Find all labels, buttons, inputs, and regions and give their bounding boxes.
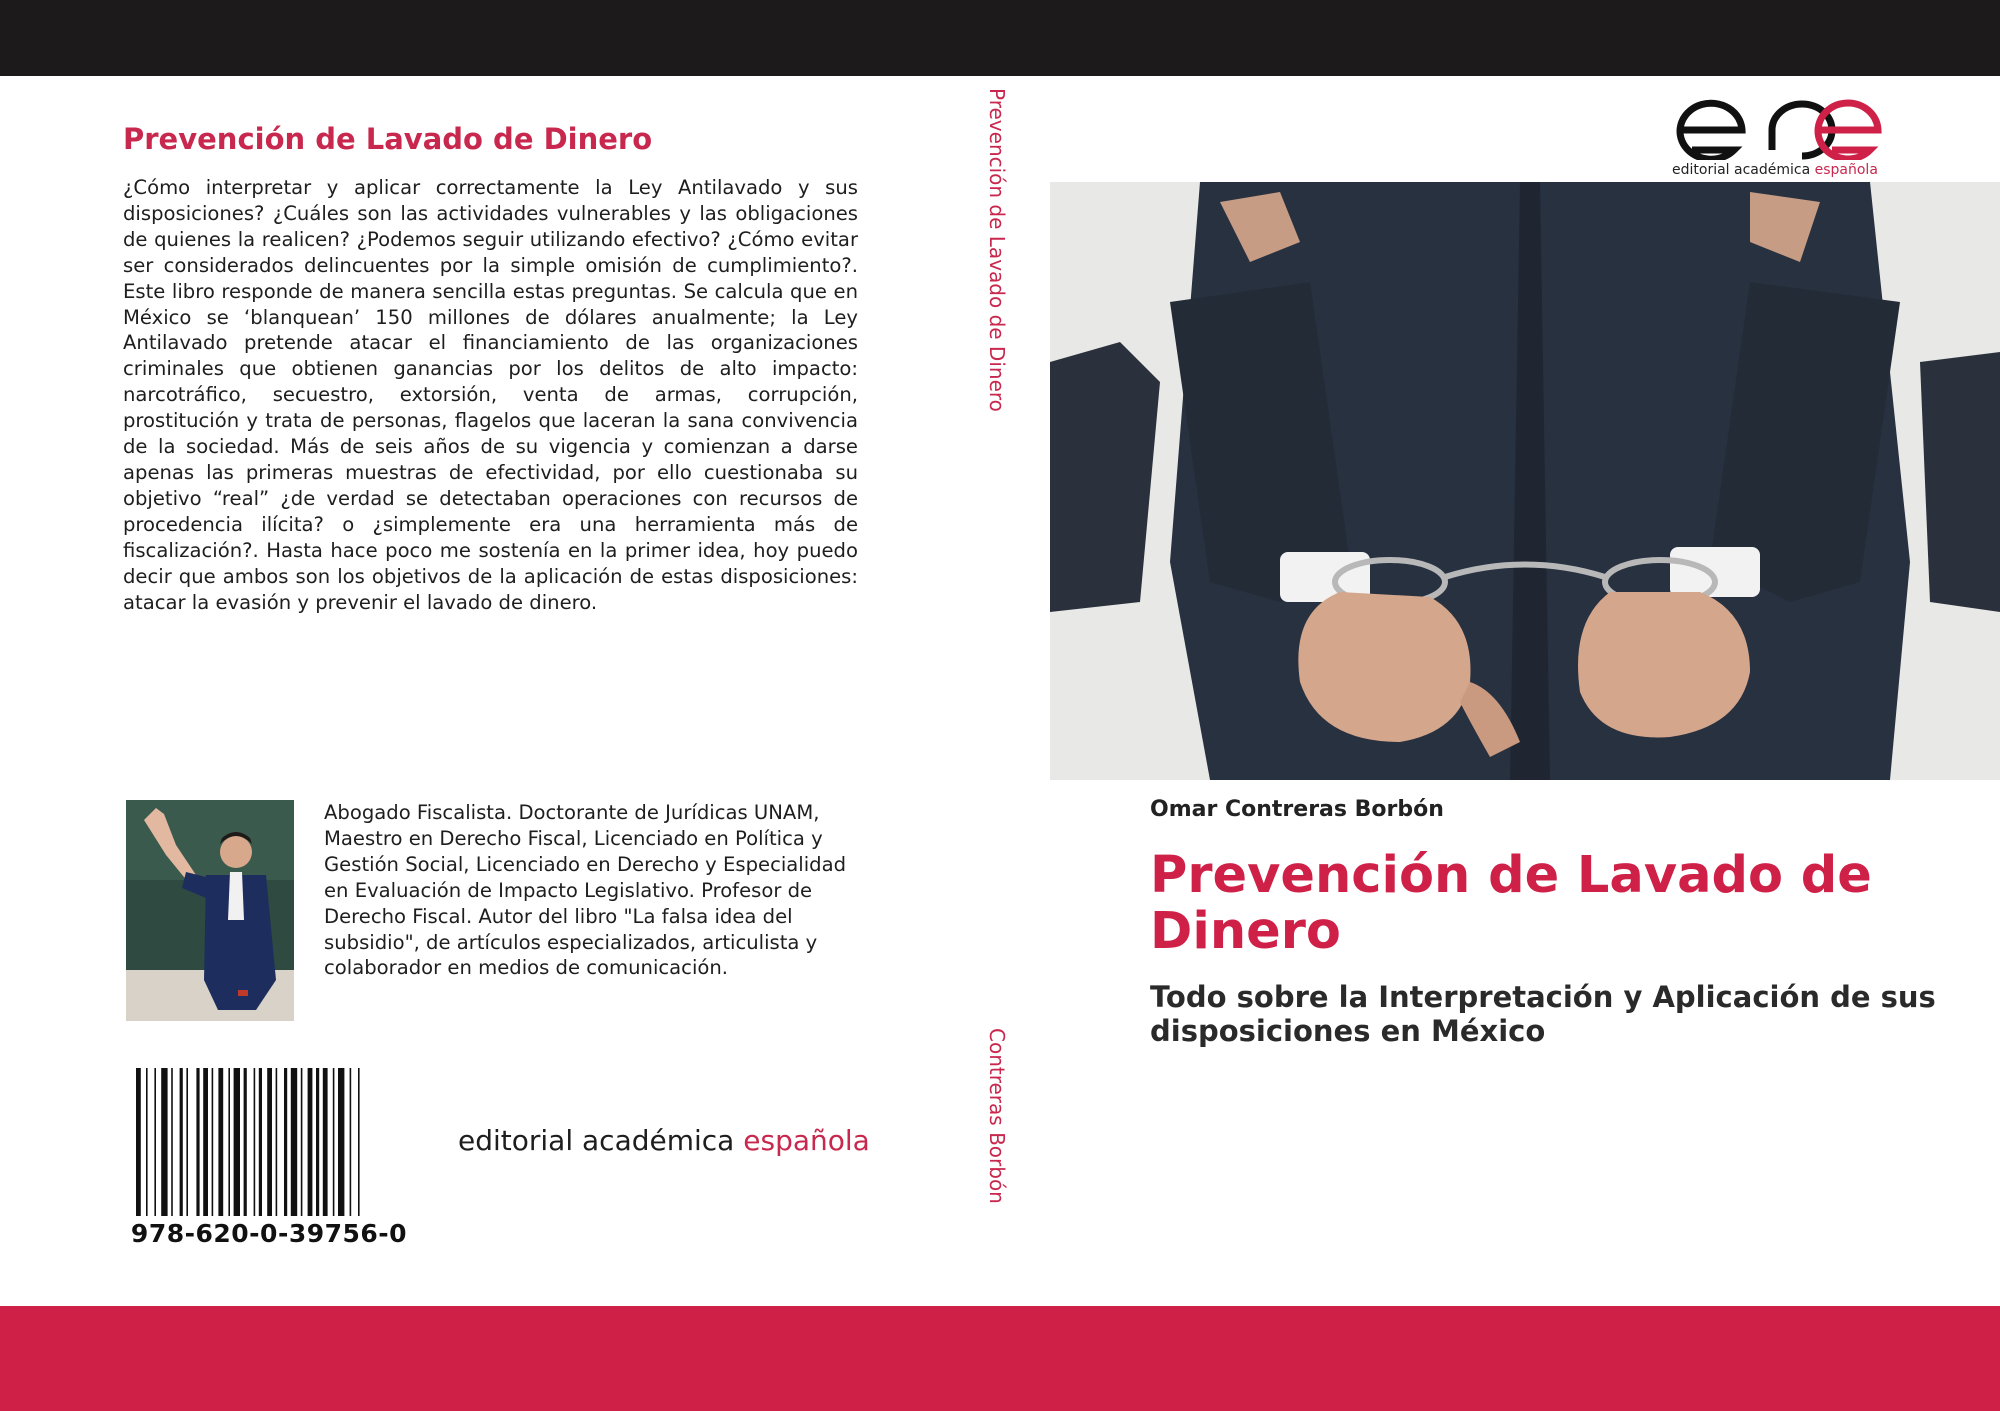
isbn: 978-620-0-39756-0 <box>130 1219 408 1248</box>
barcode-bar <box>136 1068 141 1216</box>
publisher-name-back <box>458 1124 870 1157</box>
logo-text-accent: española <box>1814 162 1878 178</box>
barcode-bar <box>358 1068 360 1216</box>
barcode-bar <box>316 1068 319 1216</box>
barcode-bar <box>171 1068 173 1216</box>
barcode-bar <box>323 1068 328 1216</box>
front-title: Prevención de Lavado de Dinero <box>1150 846 1872 961</box>
barcode-bar <box>308 1068 313 1216</box>
front-author: Omar Contreras Borbón <box>1150 797 1444 822</box>
barcode-bar <box>228 1068 230 1216</box>
barcode-bar <box>350 1068 352 1216</box>
barcode-bar <box>180 1068 183 1216</box>
barcode-bar <box>254 1068 256 1216</box>
barcode-bar <box>276 1068 278 1216</box>
publisher-main-text: editorial académica <box>458 1124 735 1157</box>
author-bio: Abogado Fiscalista. Doctorante de Jurídicas UNAM, Maestro en Derecho Fiscal, Licenciado en Política y Gestión Social, Licenciado en Derecho y Especialidad en Evaluación de Impacto Legislativo. Profesor de Derecho Fiscal. Autor del libro "La falsa idea del subsidio", de artículos especializados, articulista y colaborador en medios de comunicación. <box>324 801 847 980</box>
barcode-bar <box>259 1068 262 1216</box>
barcode-bar <box>333 1068 335 1216</box>
author-photo <box>126 800 294 1021</box>
barcode-bar <box>244 1068 247 1216</box>
back-cover-title: Prevención de Lavado de Dinero <box>123 122 653 156</box>
barcode-bar <box>196 1068 199 1216</box>
barcode <box>136 1068 402 1216</box>
barcode-bar <box>301 1068 303 1216</box>
bottom-band <box>0 1306 2000 1411</box>
publisher-accent-text: española <box>743 1124 870 1157</box>
top-band <box>0 0 2000 76</box>
barcode-bar <box>212 1068 214 1216</box>
handcuffed-businessman-photo <box>1050 182 2000 780</box>
logo-text-main: editorial académica <box>1672 162 1811 178</box>
spine-title: Prevención de Lavado de Dinero <box>985 88 1009 412</box>
publisher-logo-text <box>1672 162 1878 178</box>
barcode-bar <box>186 1068 188 1216</box>
barcode-bar <box>291 1068 297 1216</box>
barcode-bar <box>284 1068 287 1216</box>
spine-author: Contreras Borbón <box>985 1028 1009 1204</box>
barcode-bar <box>234 1068 240 1216</box>
barcode-bar <box>267 1068 272 1216</box>
barcode-bar <box>154 1068 156 1216</box>
barcode-bar <box>161 1068 167 1216</box>
barcode-bar <box>203 1068 208 1216</box>
barcode-bar <box>146 1068 148 1216</box>
back-cover-blurb: ¿Cómo interpretar y aplicar correctamente la Ley Antilavado y sus disposiciones? ¿Cuáles son las actividades vulnerables y las obligaciones de quienes la realicen? ¿Podemos seguir utilizando efectivo? ¿Cómo evitar ser considerados delincuentes por la simple omisión de cumplimiento?. Este libro responde de manera sencilla estas preguntas. Se calcula que en México se ‘blanquean’ 150 millones de dólares anualmente; la Ley Antilavado pretende atacar el financiamiento de las organizaciones criminales que obtienen ganancias por los delitos de alto impacto: narcotráfico, secuestro, extorsión, venta de armas, corrupción, prostitución y trata de personas, flagelos que laceran la sana convivencia de la sociedad. Más de seis años de su vigencia y comienzan a darse apenas las primeras muestras de efectividad, por ello cuestionaba su objetivo “real” ¿de verdad se detectaban operaciones con recursos de procedencia ilícita? o ¿simplemente era una herramienta más de fiscalización?. Hasta hace poco me sostenía en la primer idea, hoy puedo decir que ambos son los objetivos de la aplicación de estas disposiciones: atacar la evasión y prevenir el lavado de dinero. <box>123 176 858 614</box>
front-subtitle: Todo sobre la Interpretación y Aplicación de sus disposiciones en México <box>1150 980 1936 1048</box>
barcode-bar <box>338 1068 344 1216</box>
barcode-bar <box>218 1068 223 1216</box>
eae-logo-icon <box>1672 94 1888 160</box>
